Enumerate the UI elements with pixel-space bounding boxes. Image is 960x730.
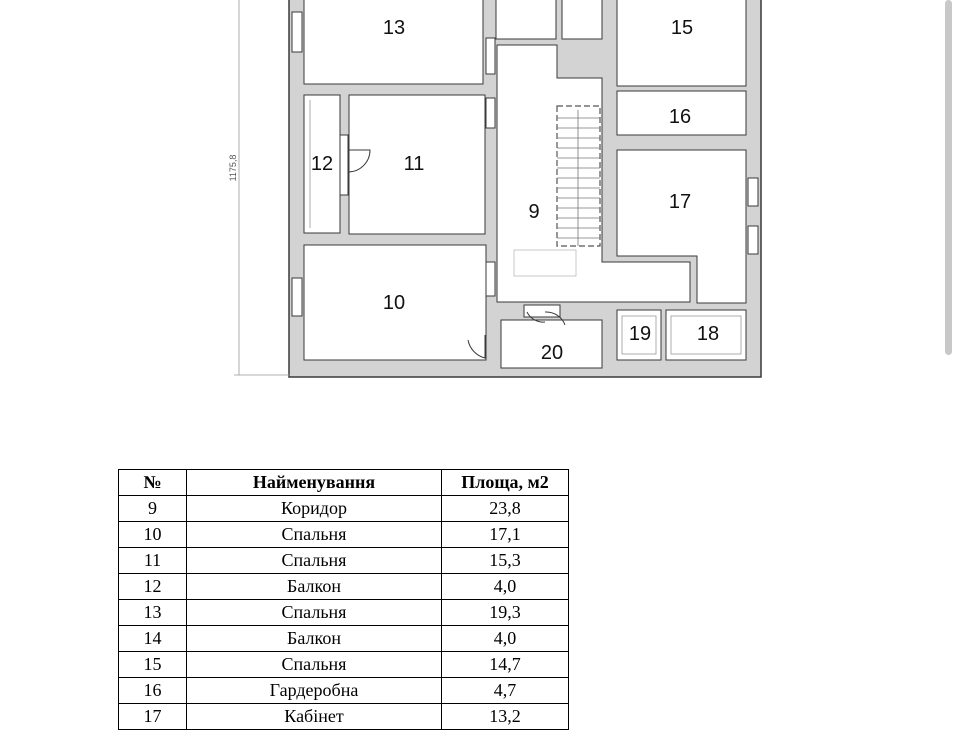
- cell-number: 13: [119, 600, 187, 626]
- room-14: [496, 0, 556, 39]
- table-row: [119, 548, 569, 574]
- cell-area: 14,7: [442, 652, 569, 678]
- table-header-row: [119, 470, 569, 496]
- table-row: [119, 678, 569, 704]
- cell-name: Спальня: [187, 548, 442, 574]
- room-label-12: 12: [310, 153, 334, 175]
- room-label-19: 19: [628, 323, 652, 345]
- cell-name: Спальня: [187, 652, 442, 678]
- room-label-16: 16: [668, 106, 692, 128]
- room-label-18: 18: [696, 323, 720, 345]
- vertical-scrollbar[interactable]: [945, 0, 952, 355]
- cell-number: 10: [119, 522, 187, 548]
- room-area-table: [118, 469, 569, 730]
- table-row: [119, 626, 569, 652]
- room-label-10: 10: [382, 292, 406, 314]
- room-label-11: 11: [403, 153, 425, 175]
- cell-area: 4,7: [442, 678, 569, 704]
- room-label-9: 9: [528, 201, 540, 223]
- cell-name: Кабінет: [187, 704, 442, 730]
- cell-name: Гардеробна: [187, 678, 442, 704]
- room-label-13: 13: [382, 17, 406, 39]
- cell-number: 17: [119, 704, 187, 730]
- cell-number: 9: [119, 496, 187, 522]
- header-area: Площа, м2: [442, 470, 569, 496]
- cell-name: Спальня: [187, 522, 442, 548]
- cell-name: Спальня: [187, 600, 442, 626]
- room-label-17: 17: [668, 191, 692, 213]
- table-row: [119, 704, 569, 730]
- cell-name: Коридор: [187, 496, 442, 522]
- room-label-20: 20: [540, 342, 564, 364]
- dimension-label: 1175,8: [228, 154, 238, 182]
- cell-area: 15,3: [442, 548, 569, 574]
- header-number: №: [119, 470, 187, 496]
- cell-name: Балкон: [187, 626, 442, 652]
- dimension-line: [228, 0, 290, 375]
- cell-number: 11: [119, 548, 187, 574]
- cell-name: Балкон: [187, 574, 442, 600]
- cell-area: 17,1: [442, 522, 569, 548]
- cell-area: 4,0: [442, 626, 569, 652]
- table-row: [119, 600, 569, 626]
- table-row: [119, 496, 569, 522]
- cell-number: 12: [119, 574, 187, 600]
- table-row: [119, 522, 569, 548]
- cell-area: 13,2: [442, 704, 569, 730]
- stair-landing: [562, 0, 602, 39]
- table-row: [119, 652, 569, 678]
- table-row: [119, 574, 569, 600]
- cell-number: 14: [119, 626, 187, 652]
- cell-area: 4,0: [442, 574, 569, 600]
- room-13: [304, 0, 483, 84]
- header-name: Найменування: [187, 470, 442, 496]
- cell-area: 23,8: [442, 496, 569, 522]
- room-15: [617, 0, 746, 86]
- cell-area: 19,3: [442, 600, 569, 626]
- cell-number: 16: [119, 678, 187, 704]
- room-label-15: 15: [670, 17, 694, 39]
- cell-number: 15: [119, 652, 187, 678]
